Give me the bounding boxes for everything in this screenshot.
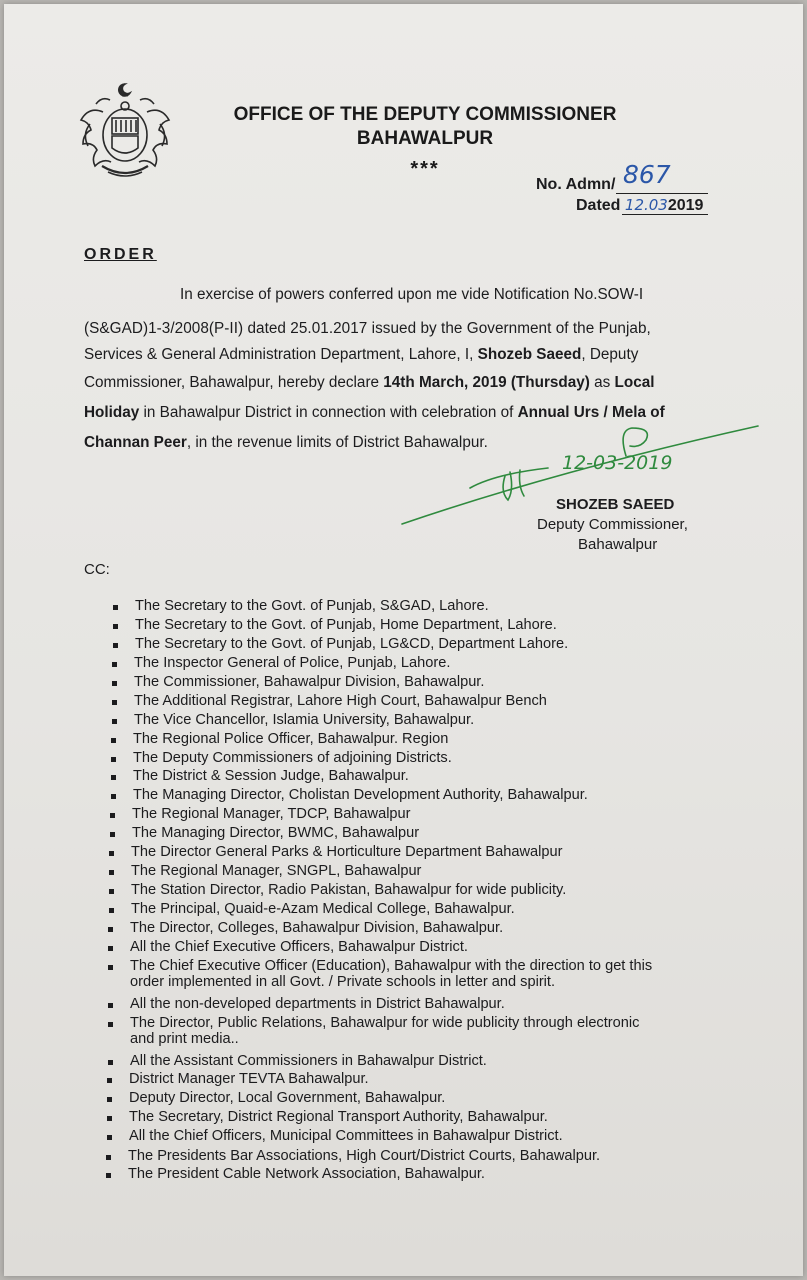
order-heading: ORDER (84, 246, 157, 263)
cc-item-text: All the Chief Executive Officers, Bahawalpur District. (130, 939, 468, 955)
cc-item-text: The Regional Manager, TDCP, Bahawalpur (132, 806, 411, 822)
order-bold-text: Channan Peer (84, 434, 187, 451)
cc-item-text: The Director, Colleges, Bahawalpur Division, Bahawalpur. (130, 920, 504, 936)
order-text: Commissioner, Bahawalpur, hereby declare (84, 374, 384, 391)
order-bold-date: 14th March, 2019 (Thursday) (383, 374, 590, 391)
order-text: (S&GAD)1-3/2008(P-II) dated 25.01.2017 issued by the Government of the Punjab, (84, 320, 651, 337)
cc-item-text: All the non-developed departments in District Bahawalpur. (130, 996, 505, 1012)
cc-item-text: District Manager TEVTA Bahawalpur. (129, 1071, 369, 1087)
cc-item-text: The Director General Parks & Horticulture Department Bahawalpur (131, 844, 563, 860)
cc-item-text: The Regional Police Officer, Bahawalpur. Region (133, 731, 449, 747)
order-text: In exercise of powers conferred upon me vide Notification No.SOW-I (180, 286, 644, 303)
cc-item-text: The Secretary, District Regional Transport Authority, Bahawalpur. (129, 1109, 548, 1125)
cc-item-text: The District & Session Judge, Bahawalpur. (133, 768, 409, 784)
order-paragraph-line (180, 286, 740, 304)
reference-number-handwritten: 867 (623, 160, 671, 189)
signatory-location: Bahawalpur (578, 536, 658, 553)
cc-item-text: The Vice Chancellor, Islamia University, Bahawalpur. (134, 712, 475, 728)
reference-number-underline (616, 193, 708, 194)
cc-item-text-continued: and print media.. (130, 1031, 239, 1047)
cc-item-text: The Regional Manager, SNGPL, Bahawalpur (131, 863, 422, 879)
cc-item-text: The Managing Director, BWMC, Bahawalpur (132, 825, 420, 841)
office-city: BAHAWALPUR (356, 128, 494, 149)
cc-item-text: All the Chief Officers, Municipal Committees in Bahawalpur District. (129, 1128, 563, 1144)
reference-date-underline (622, 214, 708, 215)
signature-handwritten-date: 12-03-2019 (562, 452, 673, 474)
reference-number-label: No. Admn/ (536, 176, 616, 193)
date-handwritten: 12.03 (624, 196, 668, 214)
signatory-name: SHOZEB SAEED (556, 496, 675, 513)
cc-item-text: All the Assistant Commissioners in Bahawalpur District. (130, 1053, 487, 1069)
cc-item-text: The Director, Public Relations, Bahawalpur for wide publicity through electronic (130, 1015, 640, 1031)
order-paragraph-line (84, 346, 724, 364)
office-title: OFFICE OF THE DEPUTY COMMISSIONER (233, 104, 617, 125)
document-page (4, 4, 803, 1276)
cc-label: CC: (84, 561, 110, 578)
order-text: Services & General Administration Department, Lahore, I, (84, 346, 478, 363)
order-text: as (589, 374, 615, 391)
cc-item-text: The President Cable Network Association, Bahawalpur. (128, 1166, 485, 1182)
order-bold-text: Local (614, 374, 655, 391)
cc-item-text: The Chief Executive Officer (Education), Bahawalpur with the direction to get this (130, 958, 653, 974)
reference-date-label (576, 196, 703, 215)
date-year: 2019 (667, 197, 704, 214)
order-paragraph-line (84, 404, 724, 422)
cc-item-text: The Secretary to the Govt. of Punjab, LG&CD, Department Lahore. (135, 636, 569, 652)
date-label-text: Dated (576, 197, 625, 214)
order-text: , in the revenue limits of District Bahawalpur. (186, 434, 488, 451)
cc-item-text: The Station Director, Radio Pakistan, Bahawalpur for wide publicity. (131, 882, 567, 898)
cc-item-text: The Principal, Quaid-e-Azam Medical College, Bahawalpur. (131, 901, 515, 917)
order-bold-text: Holiday (84, 404, 140, 421)
order-bold-text: Annual Urs / Mela of (517, 404, 665, 421)
order-paragraph-line (84, 434, 724, 452)
cc-item-text: The Commissioner, Bahawalpur Division, Bahawalpur. (134, 674, 485, 690)
government-seal-emblem (72, 80, 178, 184)
cc-item-text: The Deputy Commissioners of adjoining Districts. (133, 750, 452, 766)
cc-item-text: The Presidents Bar Associations, High Court/District Courts, Bahawalpur. (128, 1148, 601, 1164)
cc-item-text: The Additional Registrar, Lahore High Court, Bahawalpur Bench (134, 693, 547, 709)
cc-item-text: Deputy Director, Local Government, Bahawalpur. (129, 1090, 446, 1106)
order-text: , Deputy (581, 346, 639, 363)
cc-item-text: The Secretary to the Govt. of Punjab, Home Department, Lahore. (135, 617, 557, 633)
cc-item-text-continued: order implemented in all Govt. / Private schools in letter and spirit. (130, 974, 556, 990)
signatory-title: Deputy Commissioner, (537, 516, 688, 533)
cc-item-text: The Secretary to the Govt. of Punjab, S&GAD, Lahore. (135, 598, 489, 614)
order-paragraph-line (84, 374, 724, 392)
cc-item-text: The Inspector General of Police, Punjab, Lahore. (134, 655, 451, 671)
cc-item-text: The Managing Director, Cholistan Development Authority, Bahawalpur. (133, 787, 588, 803)
order-bold-name: Shozeb Saeed (477, 346, 582, 363)
header-stars: *** (410, 158, 440, 180)
order-paragraph-line (84, 320, 724, 338)
order-text: in Bahawalpur District in connection with celebration of (139, 404, 518, 421)
